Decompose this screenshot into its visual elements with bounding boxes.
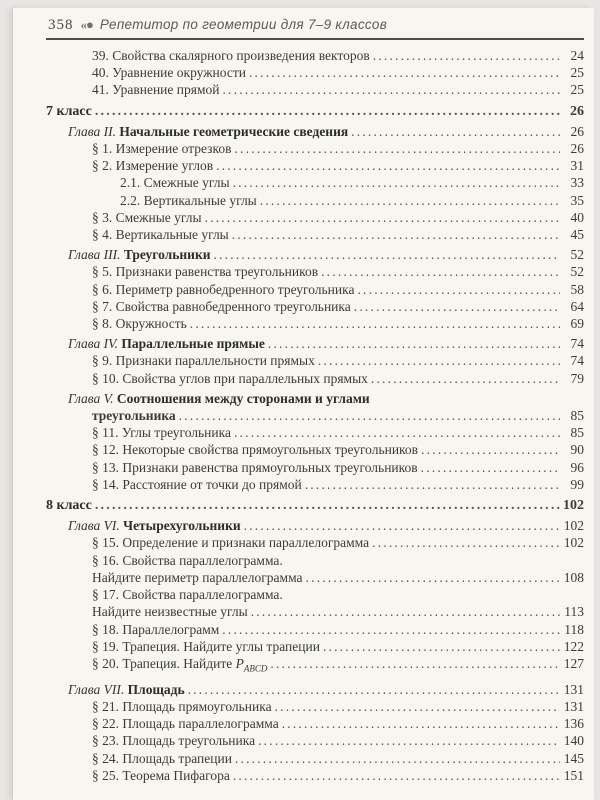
toc-entry-text: § 14. Расстояние от точки до прямой — [92, 476, 302, 492]
dot-leader — [260, 192, 560, 209]
toc-entry-text: § 1. Измерение отрезков — [92, 141, 232, 157]
math-subscript: ABCD — [243, 663, 268, 674]
dot-leader — [373, 47, 560, 64]
toc-entry-text: 2.2. Вертикальные углы — [120, 192, 257, 208]
section-label: § 20. Трапеция. Найдите — [92, 655, 236, 671]
toc-entry — [46, 47, 584, 64]
toc-entry — [46, 192, 584, 209]
dot-leader — [251, 603, 560, 620]
toc-entry-text: § 9. Признаки параллельности прямых — [92, 353, 315, 369]
page-number: 140 — [563, 733, 584, 749]
toc-entry-text — [68, 390, 370, 407]
page-number: 58 — [570, 281, 584, 297]
page-number: 52 — [570, 247, 584, 263]
toc-entry-text: § 23. Площадь треугольника — [92, 733, 256, 749]
toc-entry — [46, 517, 584, 534]
toc-entry-text — [92, 655, 267, 678]
toc-entry — [46, 655, 584, 678]
toc-entry — [46, 81, 584, 98]
page-number: 26 — [570, 141, 584, 157]
dot-leader — [95, 497, 560, 514]
toc-entry-text: § 12. Некоторые свойства прямоугольных треугольников — [92, 442, 419, 458]
toc-entry-text: § 16. Свойства параллелограмма. — [92, 552, 283, 568]
toc-entry-text: § 18. Параллелограмм — [92, 621, 220, 637]
toc-entry-text: § 21. Площадь прямоугольника — [92, 699, 272, 714]
page-number: 24 — [570, 48, 584, 63]
toc-entry — [46, 335, 584, 352]
dot-leader — [318, 352, 560, 369]
toc-entry — [46, 621, 584, 638]
toc-entry-text: Найдите периметр параллелограмма — [92, 569, 303, 585]
toc-entry-text: треугольника — [92, 408, 176, 424]
toc-entry — [46, 174, 584, 191]
page-number: 151 — [563, 767, 584, 783]
toc-entry-text: 8 класс — [46, 498, 92, 514]
chapter-prefix: Глава IV. — [68, 336, 122, 352]
page-number: 35 — [570, 192, 584, 208]
page-number: 102 — [563, 498, 584, 514]
page-number: 145 — [563, 750, 584, 766]
toc-entry — [46, 698, 584, 715]
chapter-title: Начальные геометрические сведения — [119, 123, 349, 139]
toc-entry — [46, 263, 584, 280]
toc-entry — [46, 390, 584, 407]
page-number: 26 — [570, 123, 584, 139]
toc-entry-text: 41. Уравнение прямой — [92, 82, 220, 98]
page-number: 52 — [570, 264, 584, 280]
toc-entry — [46, 681, 584, 698]
toc-entry — [46, 767, 584, 784]
toc-entry-text: Найдите неизвестные углы — [92, 604, 248, 620]
page-number: 40 — [570, 209, 584, 225]
page-number: 74 — [570, 353, 584, 369]
ornament-icon: «● — [80, 17, 93, 32]
chapter-prefix: Глава II. — [68, 123, 120, 139]
toc-entry-text: § 2. Измерение углов — [92, 158, 214, 174]
page-number: 45 — [570, 227, 584, 243]
toc-entry — [46, 103, 584, 120]
toc-list — [46, 47, 584, 784]
dot-leader — [357, 281, 560, 298]
toc-entry — [46, 246, 584, 263]
toc-entry-text: § 8. Окружность — [92, 316, 187, 332]
toc-entry — [46, 552, 584, 569]
dot-leader — [305, 476, 560, 493]
dot-leader — [190, 315, 560, 332]
chapter-prefix: Глава V. — [68, 390, 117, 406]
toc-entry — [46, 281, 584, 298]
chapter-title: Площадь — [127, 681, 185, 697]
page-number: 131 — [563, 699, 584, 714]
toc-entry-text: § 13. Признаки равенства прямоугольных треугольников — [92, 459, 418, 475]
page-number: 118 — [564, 621, 584, 637]
dot-leader — [222, 81, 560, 98]
toc-entry — [46, 441, 584, 458]
toc-entry — [46, 64, 584, 81]
dot-leader — [216, 157, 560, 174]
page-number: 102 — [563, 535, 584, 551]
page-number: 108 — [563, 569, 584, 585]
toc-entry — [46, 586, 584, 603]
toc-entry-text: 2.1. Смежные углы — [120, 175, 230, 191]
toc-entry — [46, 157, 584, 174]
page-number: 131 — [563, 681, 584, 697]
toc-entry-text: § 19. Трапеция. Найдите углы трапеции — [92, 638, 320, 654]
page-number: 85 — [570, 425, 584, 441]
page-number: 136 — [563, 716, 584, 732]
dot-leader — [270, 655, 560, 672]
page-number: 102 — [563, 518, 584, 534]
toc-entry — [46, 209, 584, 226]
toc-entry-text: § 24. Площадь трапеции — [92, 750, 232, 766]
page-number: 69 — [570, 316, 584, 332]
toc-entry — [46, 407, 584, 424]
toc-entry — [46, 226, 584, 243]
page-number: 122 — [563, 638, 584, 654]
chapter-prefix: Глава III. — [68, 247, 124, 263]
dot-leader — [234, 140, 560, 157]
page-number: 33 — [570, 175, 584, 191]
page-number: 25 — [570, 65, 584, 81]
book-page — [12, 8, 594, 800]
page-number: 99 — [570, 476, 584, 492]
dot-leader — [354, 298, 560, 315]
dot-leader — [95, 103, 560, 120]
toc-entry — [46, 732, 584, 749]
toc-entry — [46, 123, 584, 140]
toc-entry — [46, 534, 584, 551]
header-rule — [46, 38, 584, 40]
dot-leader — [282, 715, 560, 732]
dot-leader — [233, 767, 560, 784]
dot-leader — [244, 517, 560, 534]
toc-entry — [46, 315, 584, 332]
toc-entry-text: § 11. Углы треугольника — [92, 425, 231, 441]
toc-entry-text: 7 класс — [46, 103, 92, 119]
dot-leader — [222, 621, 560, 638]
toc-entry-text: § 5. Признаки равенства треугольников — [92, 264, 319, 280]
dot-leader — [372, 534, 560, 551]
dot-leader — [268, 335, 560, 352]
chapter-title: Соотношения между сторонами и углами — [116, 390, 370, 406]
toc-entry — [46, 569, 584, 586]
chapter-title: Параллельные прямые — [121, 336, 265, 352]
page-number: 113 — [564, 604, 584, 620]
toc-entry — [46, 476, 584, 493]
dot-leader — [205, 209, 560, 226]
toc-entry — [46, 370, 584, 387]
toc-entry-text: § 17. Свойства параллелограмма. — [92, 587, 283, 603]
dot-leader — [306, 569, 560, 586]
toc-entry — [46, 497, 584, 514]
toc-entry-text: § 4. Вертикальные углы — [92, 227, 229, 243]
page-header — [46, 16, 584, 34]
toc-entry-text: 40. Уравнение окружности — [92, 65, 246, 81]
toc-entry-text — [68, 517, 241, 534]
dot-leader — [179, 407, 560, 424]
running-book-title: Репетитор по геометрии для 7–9 классов — [99, 17, 388, 32]
dot-leader — [421, 459, 560, 476]
toc-entry — [46, 715, 584, 732]
toc-entry-text: § 7. Свойства равнобедренного треугольника — [92, 298, 351, 314]
toc-entry — [46, 459, 584, 476]
dot-leader — [275, 698, 560, 715]
chapter-prefix: Глава VII. — [68, 681, 128, 697]
dot-leader — [249, 64, 560, 81]
dot-leader — [188, 681, 560, 698]
dot-leader — [234, 424, 560, 441]
math-variable: P — [235, 655, 244, 671]
page-number: 85 — [570, 408, 584, 424]
toc-entry — [46, 424, 584, 441]
page-number: 25 — [570, 82, 584, 98]
chapter-title: Треугольники — [123, 247, 211, 263]
toc-entry-text — [68, 335, 265, 352]
page-number: 96 — [570, 459, 584, 475]
toc-entry-text: § 3. Смежные углы — [92, 209, 202, 225]
page-number: 90 — [570, 442, 584, 458]
toc-entry-text — [68, 681, 185, 698]
chapter-title: Четырехугольники — [123, 518, 241, 534]
chapter-prefix: Глава VI. — [68, 518, 124, 534]
dot-leader — [258, 732, 560, 749]
toc-entry-text: § 22. Площадь параллелограмма — [92, 716, 279, 732]
dot-leader — [421, 441, 560, 458]
page-number: 79 — [570, 370, 584, 386]
toc-entry-text: § 15. Определение и признаки параллелограмма — [92, 535, 370, 551]
toc-entry — [46, 603, 584, 620]
toc-entry-text: § 6. Периметр равнобедренного треугольника — [92, 281, 355, 297]
toc-entry — [46, 750, 584, 767]
toc-entry — [46, 352, 584, 369]
dot-leader — [321, 263, 560, 280]
page-number: 64 — [570, 298, 584, 314]
dot-leader — [235, 750, 560, 767]
toc-entry-text: § 10. Свойства углов при параллельных прямых — [92, 370, 368, 386]
toc-entry-text — [68, 123, 348, 140]
toc-entry — [46, 298, 584, 315]
dot-leader — [371, 370, 560, 387]
toc-entry-text: 39. Свойства скалярного произведения векторов — [92, 48, 370, 63]
folio-number: 358 — [48, 17, 74, 33]
page-number: 31 — [570, 158, 584, 174]
dot-leader — [351, 123, 560, 140]
page-number: 127 — [563, 655, 584, 671]
toc-entry-text: § 25. Теорема Пифагора — [92, 767, 230, 783]
toc-entry — [46, 638, 584, 655]
page-number: 74 — [570, 336, 584, 352]
dot-leader — [233, 174, 560, 191]
toc-entry-text — [68, 246, 211, 263]
dot-leader — [232, 226, 560, 243]
dot-leader — [323, 638, 560, 655]
toc-entry — [46, 140, 584, 157]
page-number: 26 — [570, 103, 584, 119]
dot-leader — [214, 246, 560, 263]
